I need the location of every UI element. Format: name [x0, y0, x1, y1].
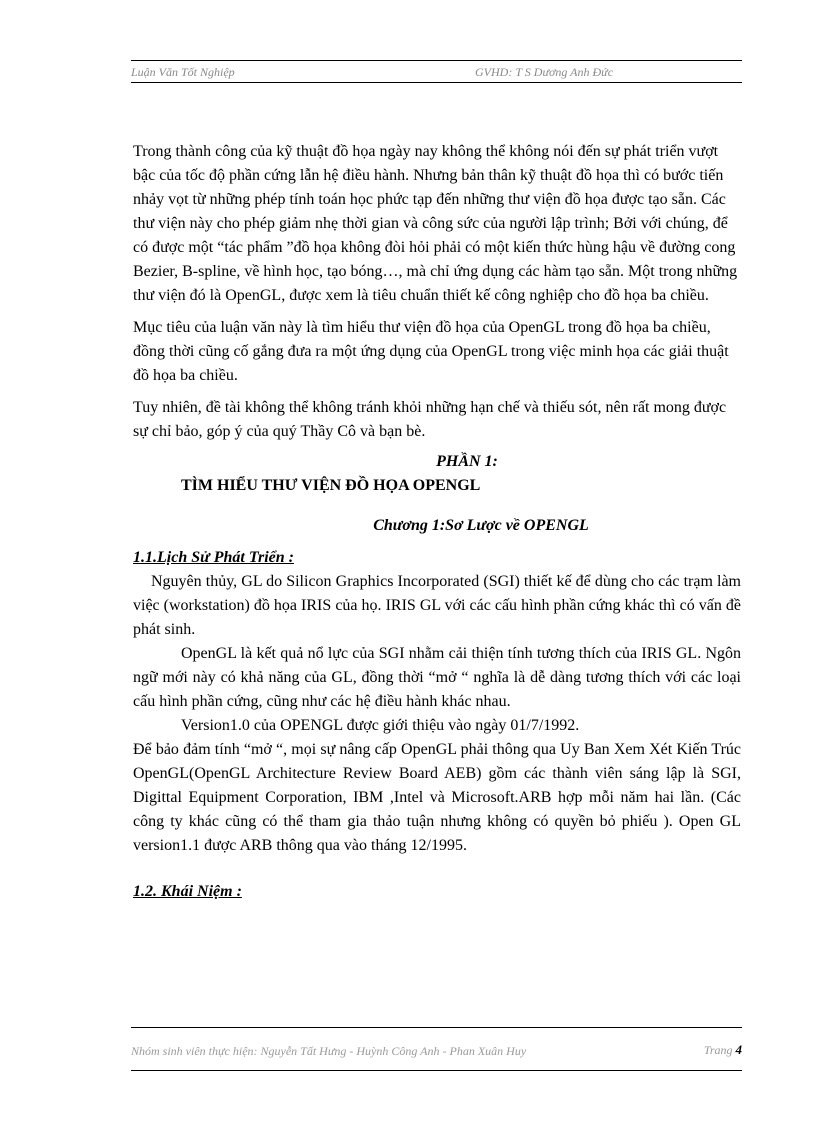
intro-paragraph-2: Mục tiêu của luận văn này là tìm hiểu thư viện đồ họa của OpenGL trong đồ họa ba chiều, đồng thời cũng cố gắng đưa ra một ứng dụng của OpenGL trong việc minh họa các giải thuật đồ họa ba chiều. [133, 319, 729, 384]
intro-paragraph-3: Tuy nhiên, đề tài không thể không tránh khỏi những hạn chế và thiếu sót, nên rất mong được sự chỉ bảo, góp ý của quý Thầy Cô và bạn bè. [133, 399, 727, 440]
footer-page-label: Trang [703, 1043, 733, 1057]
section-1-1-paragraph-4: Để bảo đảm tính “mở “, mọi sự nâng cấp OpenGL phải thông qua Uy Ban Xem Xét Kiến Trúc OpenGL(OpenGL Architecture Review Board AEB) gồm các thành viên sáng lập là SGI, Digittal Equipment Corporation, IBM ,Intel và Microsoft.ARB hợp mỗi năm hai lần. (Các công ty khác cũng có thể tham gia thảo tuận nhưng không có quyền bỏ phiếu ). Open GL version1.1 được ARB thông qua vào tháng 12/1995. [133, 741, 741, 854]
header-thesis-title: Luận Văn Tốt Nghiệp [131, 65, 235, 79]
section-1-1-paragraph-2: OpenGL là kết quả nổ lực của SGI nhằm cải thiện tính tương thích của IRIS GL. Ngôn ngữ mới này có khả năng của GL, đồng thời “mở “ nghĩa là dễ dàng tương thích với các loại cấu hình phần cứng, cũng như các hệ điều hành khác nhau. [133, 645, 741, 710]
footer-page [704, 1042, 742, 1058]
footer-authors: Nhóm sinh viên thực hiện: Nguyễn Tất Hưng - Huỳnh Công Anh - Phan Xuân Huy [131, 1044, 527, 1058]
chapter-heading: Chương 1:Sơ Lược về OPENGL [373, 517, 589, 534]
part-title: TÌM HIỂU THƯ VIỆN ĐỒ HỌA OPENGL [181, 477, 481, 494]
part-heading: PHẦN 1: [436, 453, 498, 470]
header-advisor: GVHD: T S Dương Anh Đức [475, 65, 614, 79]
section-1-1-paragraph-3: Version1.0 của OPENGL được giới thiệu vào ngày 01/7/1992. [181, 717, 580, 734]
page-header [131, 60, 742, 83]
section-1-2-heading: 1.2. Khái Niệm : [133, 883, 242, 900]
section-1-1-paragraph-1: Nguyên thủy, GL do Silicon Graphics Incorporated (SGI) thiết kế để dùng cho các trạm làm việc (workstation) đồ họa IRIS của họ. IRIS GL với các cấu hình phần cứng khác thì có vấn đề phát sinh. [133, 573, 741, 638]
page-number: 4 [735, 1042, 742, 1057]
page-body [133, 140, 741, 904]
footer-bottom-rule [131, 1070, 742, 1071]
intro-paragraph-1: Trong thành công của kỹ thuật đồ họa ngày nay không thể không nói đến sự phát triển vượt bậc của tốc độ phần cứng lẫn hệ điều hành. Nhưng bản thân kỹ thuật đồ họa thì có bước tiến nhảy vọt từ những phép tính toán học phức tạp đến những thư viện đồ họa được tạo sẵn. Các thư viện này cho phép giảm nhẹ thời gian và công sức của người lập trình; Bởi với chúng, để có được một “tác phẩm ”đồ họa không đòi hỏi phải có một kiến thức hùng hậu về đường cong Bezier, B-spline, về hình học, tạo bóng…, mà chỉ ứng dụng các hàm tạo sẵn. Một trong những thư viện đó là OpenGL, được xem là tiêu chuẩn thiết kế công nghiệp cho đồ họa ba chiều. [133, 143, 738, 304]
section-1-1-heading: 1.1.Lịch Sử Phát Triển : [133, 549, 294, 566]
page-footer [131, 1027, 742, 1058]
